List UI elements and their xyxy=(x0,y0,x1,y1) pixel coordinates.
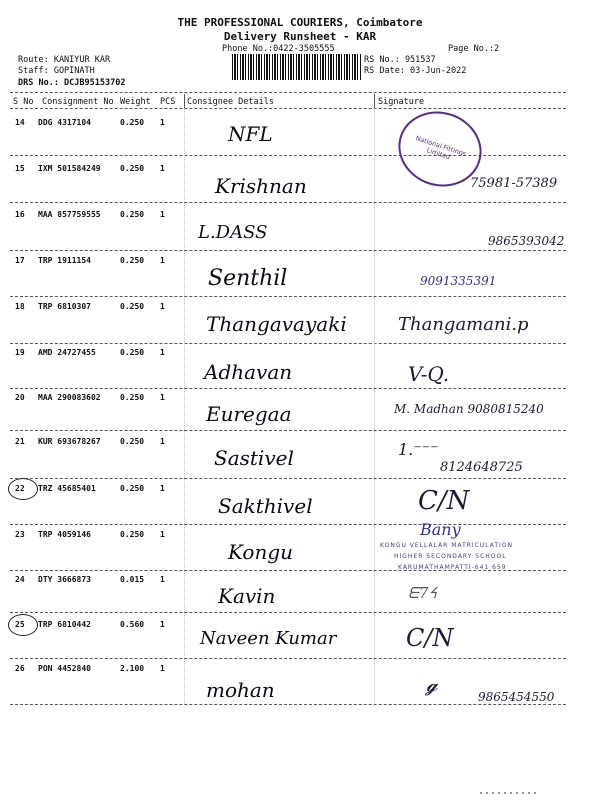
page-number: Page No.:2 xyxy=(448,44,500,54)
row-consignment: TRP 6810307 xyxy=(38,302,91,311)
col-divider xyxy=(374,94,375,108)
row-sno: 19 xyxy=(15,348,25,357)
row-consignment: TRP 1911154 xyxy=(38,256,91,265)
row-consignee: Euregaa xyxy=(206,402,292,426)
row-sno: 18 xyxy=(15,302,25,311)
col-divider xyxy=(184,94,185,108)
rs-date: RS Date: 03-Jun-2022 xyxy=(364,66,467,76)
row-pcs: 1 xyxy=(160,118,165,127)
col-consignment: Consignment No xyxy=(42,97,114,107)
row-consignment: MAA 857759555 xyxy=(38,210,101,219)
row-sno: 23 xyxy=(15,530,25,539)
row-consignee: Sakthivel xyxy=(218,494,313,518)
row-pcs: 1 xyxy=(160,530,165,539)
row-weight: 0.560 xyxy=(120,620,145,629)
row-weight: 0.250 xyxy=(120,256,145,265)
row-pcs: 1 xyxy=(160,256,165,265)
row-pcs: 1 xyxy=(160,484,165,493)
row-signature: 75981-57389 xyxy=(470,176,558,191)
signature-scribble: 𝓰 xyxy=(426,672,438,696)
row-sno: 22 xyxy=(15,484,25,493)
row-sno: 20 xyxy=(15,393,25,402)
row-sno: 14 xyxy=(15,118,25,127)
row-pcs: 1 xyxy=(160,575,165,584)
row-consignee: L.DASS xyxy=(198,222,268,243)
row-sno: 26 xyxy=(15,664,25,673)
row-consignee: Adhavan xyxy=(204,360,293,384)
row-consignment: DTY 3666873 xyxy=(38,575,91,584)
row-weight: 0.250 xyxy=(120,484,145,493)
row-divider xyxy=(10,388,566,389)
row-divider xyxy=(10,612,566,613)
row-sno: 25 xyxy=(15,620,25,629)
row-consignment: KUR 693678267 xyxy=(38,437,101,446)
scan-noise xyxy=(480,792,540,794)
row-signature: C/N xyxy=(418,486,470,516)
row-weight: 0.250 xyxy=(120,302,145,311)
col-pcs: PCS xyxy=(160,97,176,107)
signature-column-divider xyxy=(374,108,375,704)
row-consignee: Senthil xyxy=(208,266,288,291)
row-signature: V-Q. xyxy=(408,362,450,386)
school-stamp-line-2: HIGHER SECONDARY SCHOOL xyxy=(394,553,507,560)
runsheet-title: Delivery Runsheet - KAR xyxy=(223,30,377,43)
consignee-column-divider xyxy=(184,108,185,704)
row-pcs: 1 xyxy=(160,437,165,446)
row-pcs: 1 xyxy=(160,348,165,357)
row-consignment: PON 4452840 xyxy=(38,664,91,673)
row-divider xyxy=(10,704,566,705)
signature-scribble: 1.⁻⁻⁻ xyxy=(398,440,439,459)
row-consignment: TRP 6810442 xyxy=(38,620,91,629)
row-sno: 17 xyxy=(15,256,25,265)
row-divider xyxy=(10,478,566,479)
col-sno: S No xyxy=(13,97,34,107)
row-consignee: Naveen Kumar xyxy=(200,628,337,649)
col-consignee: Consignee Details xyxy=(187,97,274,107)
row-consignment: MAA 290083602 xyxy=(38,393,101,402)
row-weight: 0.250 xyxy=(120,118,145,127)
row-weight: 0.250 xyxy=(120,164,145,173)
row-pcs: 1 xyxy=(160,620,165,629)
signature-scribble: Bany xyxy=(420,520,461,539)
row-divider xyxy=(10,658,566,659)
row-weight: 0.250 xyxy=(120,348,145,357)
row-signature: 9865393042 xyxy=(488,234,565,248)
school-stamp-line-3: KARUMATHAMPATTI-641 659 xyxy=(398,564,507,571)
row-divider xyxy=(10,430,566,431)
rs-number: RS No.: 951537 xyxy=(364,55,436,65)
header-rule-top xyxy=(10,92,566,93)
row-consignee: Sastivel xyxy=(214,446,294,470)
row-consignee: Kongu xyxy=(228,540,294,564)
row-divider xyxy=(10,155,566,156)
col-weight: Weight xyxy=(120,97,151,107)
drs-number: DRS No.: DCJB95153702 xyxy=(18,78,126,88)
row-consignee: Kavin xyxy=(218,584,276,608)
header-rule-bottom xyxy=(10,108,566,109)
row-consignee: Thangavayaki xyxy=(206,312,347,336)
row-pcs: 1 xyxy=(160,664,165,673)
row-pcs: 1 xyxy=(160,393,165,402)
route: Route: KANIYUR KAR xyxy=(18,55,111,65)
row-divider xyxy=(10,570,566,571)
staff: Staff: GOPINATH xyxy=(18,66,95,76)
row-sno: 21 xyxy=(15,437,25,446)
row-signature: 9865454550 xyxy=(478,690,555,704)
row-consignee: Krishnan xyxy=(215,174,307,198)
row-sno: 24 xyxy=(15,575,25,584)
row-consignment: IXM 501584249 xyxy=(38,164,101,173)
signature-scribble: ᗴ7ᔦ xyxy=(408,584,437,602)
row-signature: 8124648725 xyxy=(440,460,523,475)
row-divider xyxy=(10,296,566,297)
row-signature: M. Madhan 9080815240 xyxy=(394,402,544,416)
row-divider xyxy=(10,202,566,203)
row-divider xyxy=(10,343,566,344)
row-divider xyxy=(10,524,566,525)
row-weight: 0.250 xyxy=(120,210,145,219)
row-consignee: mohan xyxy=(206,678,275,702)
col-signature: Signature xyxy=(378,97,425,107)
row-weight: 0.250 xyxy=(120,437,145,446)
row-consignment: TRZ 45685401 xyxy=(38,484,96,493)
row-pcs: 1 xyxy=(160,302,165,311)
row-consignment: DDG 4317104 xyxy=(38,118,91,127)
school-stamp-line-1: KONGU VELLALAR MATRICULATION xyxy=(380,542,514,549)
row-weight: 0.250 xyxy=(120,393,145,402)
row-divider xyxy=(10,250,566,251)
row-pcs: 1 xyxy=(160,164,165,173)
row-consignment: TRP 4059146 xyxy=(38,530,91,539)
row-weight: 0.250 xyxy=(120,530,145,539)
phone-number: Phone No.:0422-3505555 xyxy=(222,44,335,54)
company-stamp: National Fittings Limited xyxy=(389,101,492,197)
row-sno: 16 xyxy=(15,210,25,219)
row-signature: Thangamani.p xyxy=(398,314,529,335)
row-pcs: 1 xyxy=(160,210,165,219)
row-weight: 2.100 xyxy=(120,664,145,673)
row-signature: 9091335391 xyxy=(420,274,497,288)
row-consignment: AMD 24727455 xyxy=(38,348,96,357)
row-weight: 0.015 xyxy=(120,575,145,584)
row-signature: C/N xyxy=(406,624,454,652)
row-sno: 15 xyxy=(15,164,25,173)
row-consignee: NFL xyxy=(228,122,273,146)
company-name: THE PROFESSIONAL COURIERS, Coimbatore xyxy=(177,16,423,29)
barcode xyxy=(232,54,362,80)
